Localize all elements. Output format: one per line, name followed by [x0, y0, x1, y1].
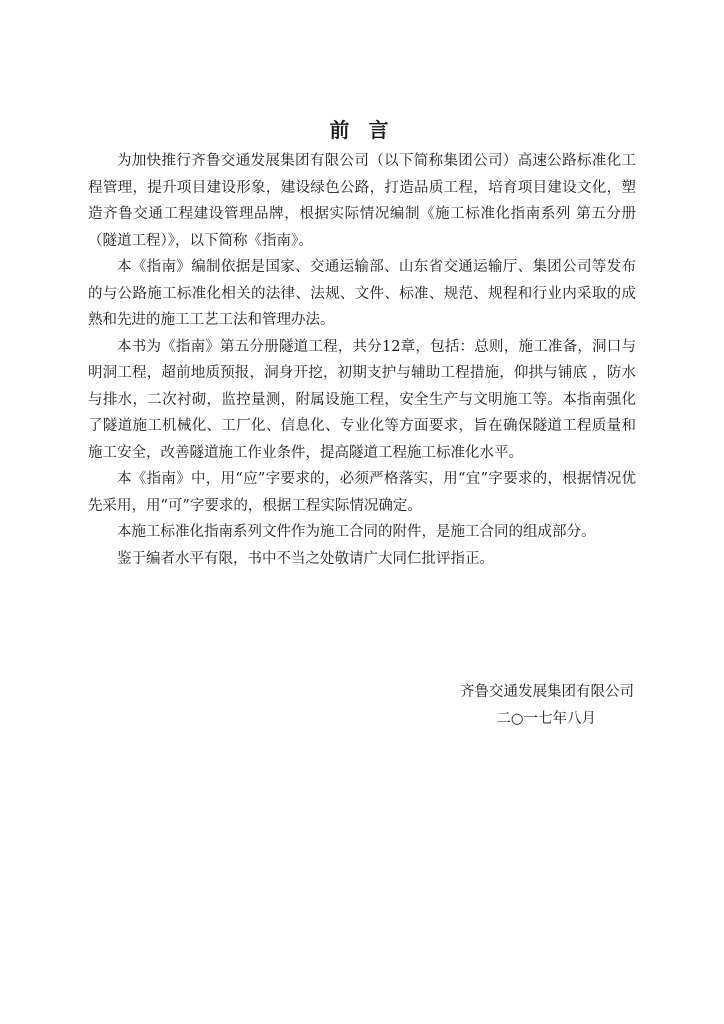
paragraph-closing: 鉴于编者水平有限，书中不当之处敬请广大同仁批评指正。 [117, 550, 494, 567]
paragraph-contract: 本施工标准化指南系列文件作为施工合同的附件，是施工合同的组成部分。 [117, 524, 596, 540]
page-title: 前 言 [329, 118, 395, 142]
preface-body [88, 148, 636, 572]
paragraph-scope: 本书为《指南》第五分册隧道工程，共分12章，包括：总则，施工准备，洞口与明洞工程，超前地质预报，洞身开挖，初期支护与辅助工程措施，仰拱与铺底 ，防水与排水，二次衬砌，监控量测，附属设施工程，安全生产与文明施工等。本指南强化了隧道施工机械化、工厂化、信息化、专业化等方面要求，旨在确保隧道工程质量和施工安全，改善隧道施工作业条件，提高隧道工程施工标准化水平。 [88, 338, 636, 461]
paragraph-basis: 本《指南》编制依据是国家、交通运输部、山东省交通运输厅、集团公司等发布的与公路施工标准化相关的法律、法规、文件、标准、规范、规程和行业内采取的成熟和先进的施工工艺工法和管理办法。 [88, 259, 636, 328]
signature-date: 二○一七年八月 [496, 710, 596, 727]
paragraph-wording: 本《指南》中，用“应”字要求的，必须严格落实，用“宜”字要求的，根据情况优先采用，用“可”字要求的，根据工程实际情况确定。 [88, 471, 636, 514]
paragraph-purpose: 为加快推行齐鲁交通发展集团有限公司（以下简称集团公司）高速公路标准化工程管理，提升项目建设形象，建设绿色公路，打造品质工程，培育项目建设文化，塑造齐鲁交通工程建设管理品牌，根据实际情况编制《施工标准化指南系列 第五分册（隧道工程）》，以下简称《指南》。 [88, 153, 636, 249]
signature-organization: 齐鲁交通发展集团有限公司 [460, 684, 634, 700]
signature-block [460, 679, 634, 732]
